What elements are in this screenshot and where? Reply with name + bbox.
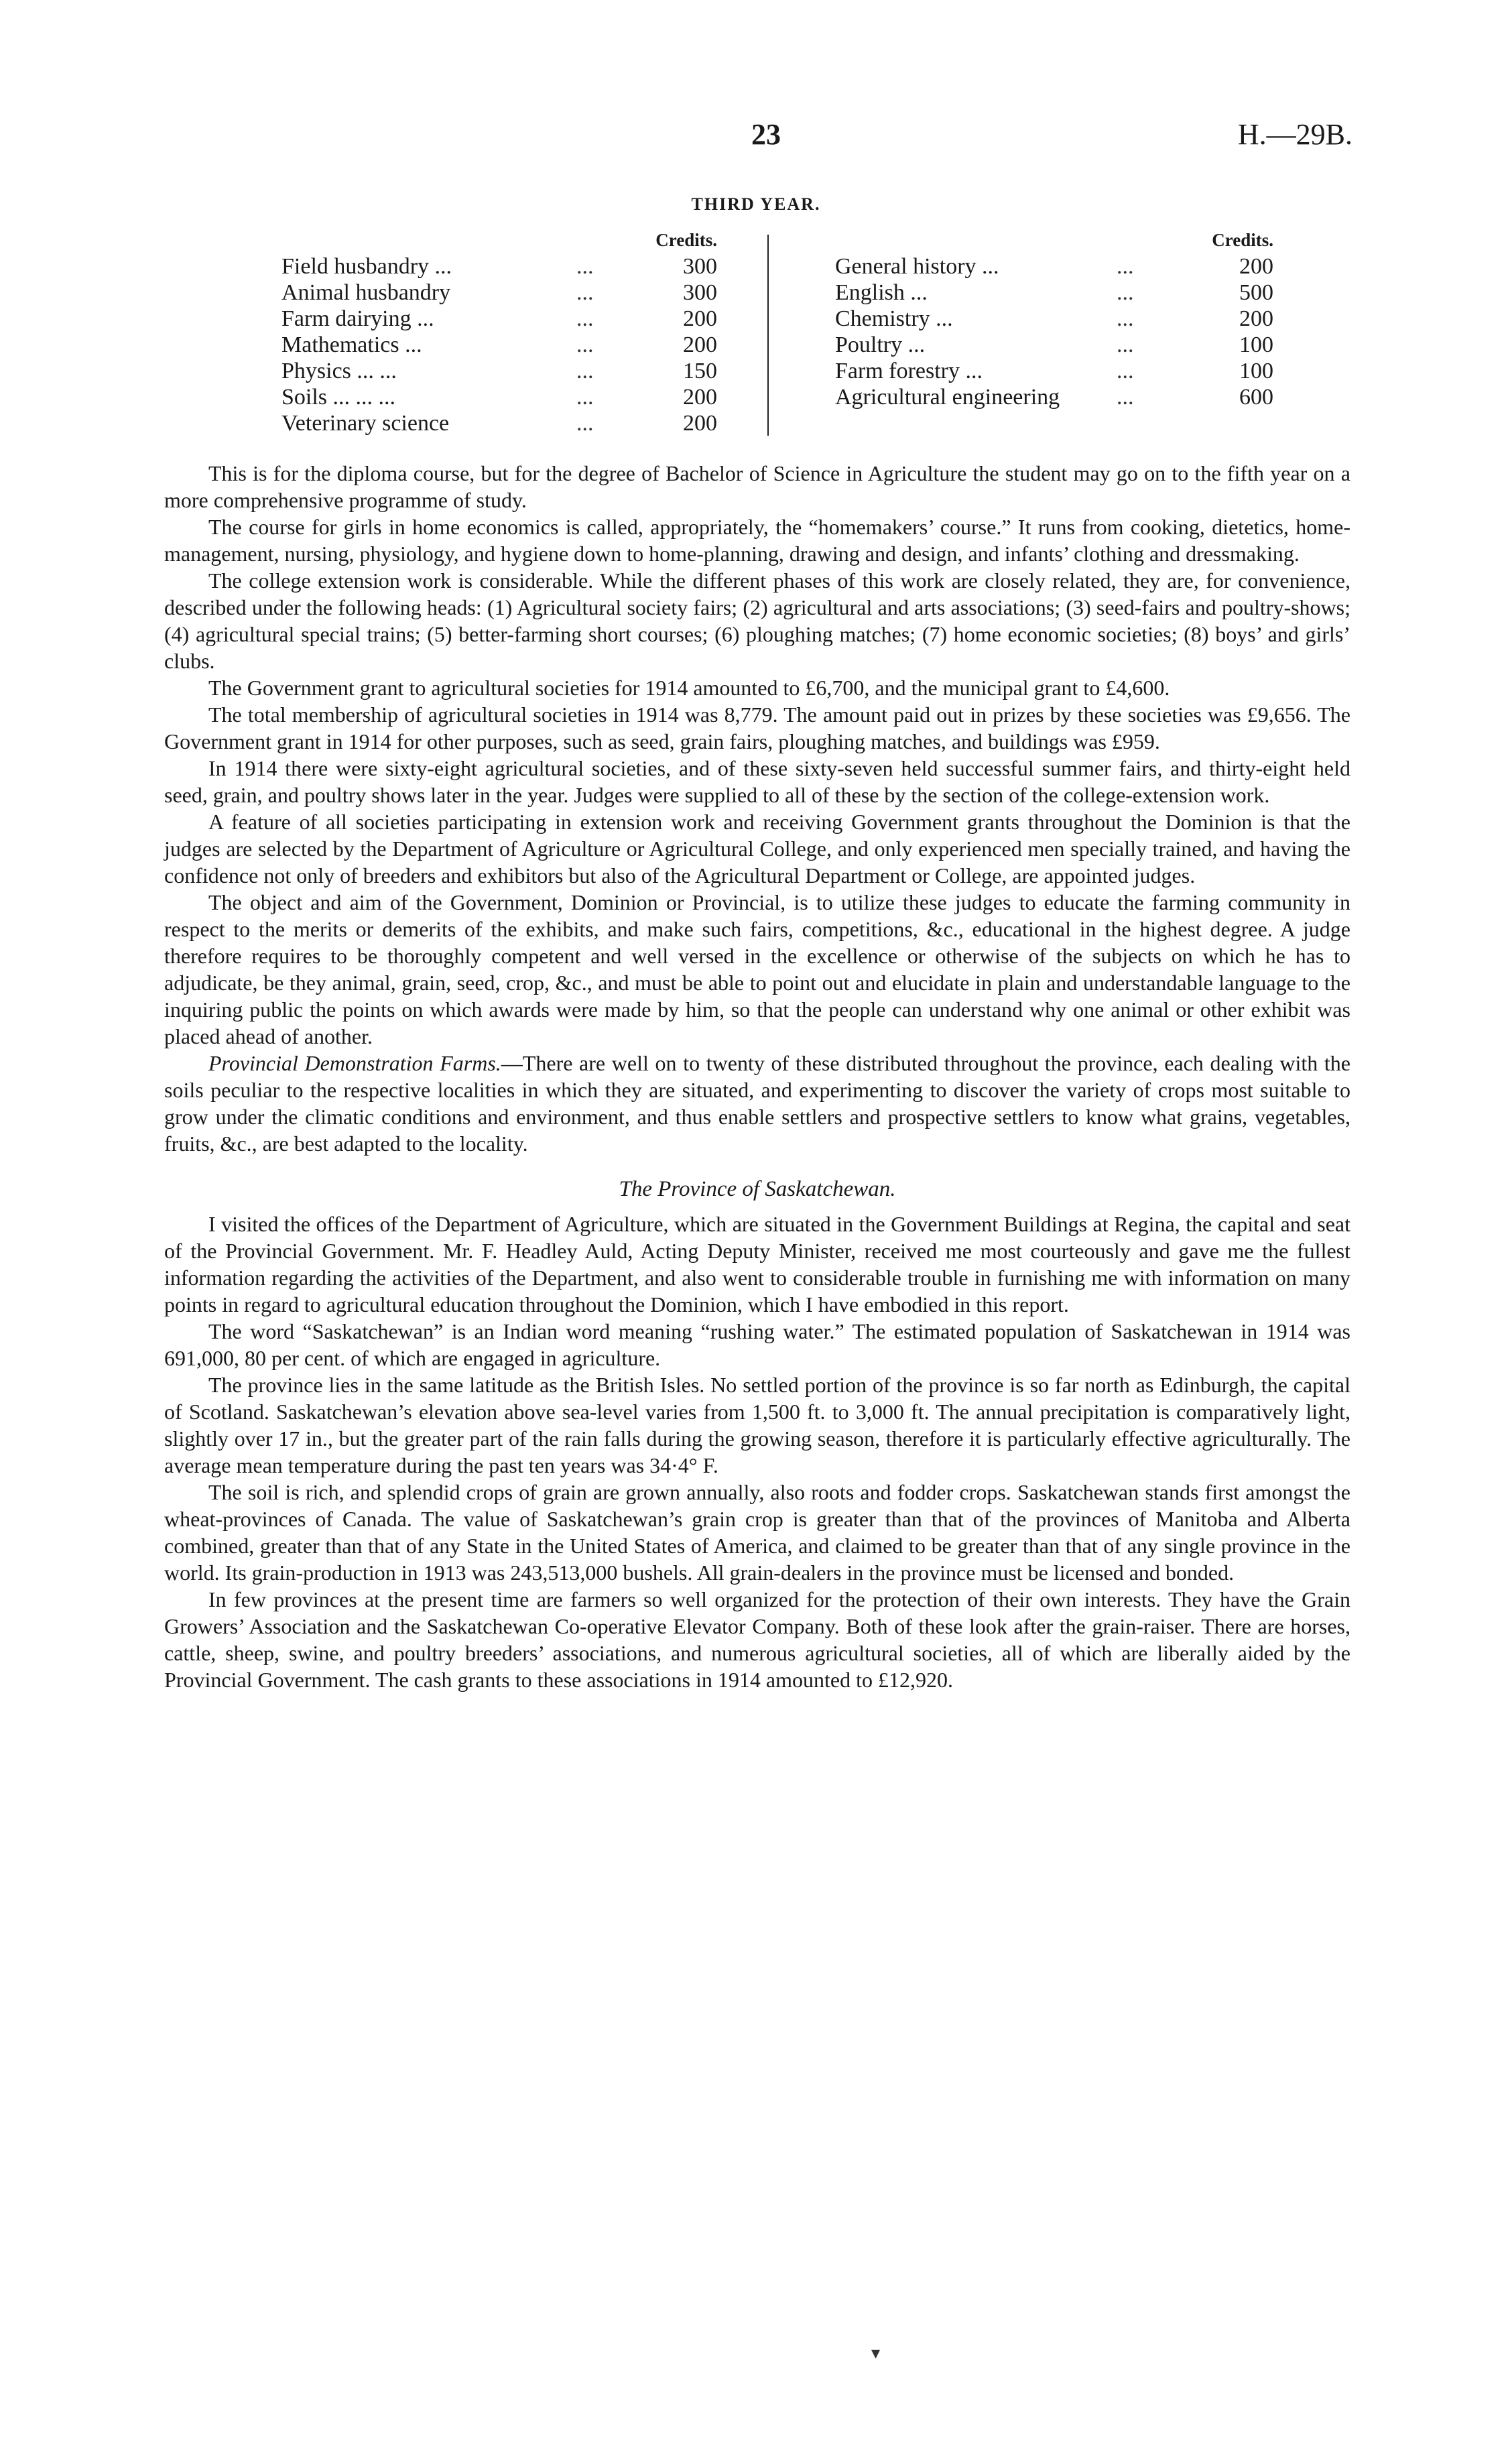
course-credits: 200 xyxy=(683,332,717,357)
leader-dots: ... xyxy=(1117,280,1134,305)
course-name: Physics ... ... xyxy=(281,359,397,383)
page-number: 23 xyxy=(751,118,781,151)
course-row xyxy=(281,306,717,332)
course-credits: 200 xyxy=(1239,306,1273,331)
leader-dots: ... xyxy=(1117,332,1134,357)
saskatchewan-heading: The Province of Saskatchewan. xyxy=(619,1177,896,1201)
leader-dots: ... xyxy=(576,280,594,305)
course-credits: 300 xyxy=(683,280,717,305)
section-heading: THIRD YEAR. xyxy=(691,194,821,214)
demonstration-farms-text: —There are well on to twenty of these distributed throughout the province, each dealing with the soils peculiar to the respective localities in which they are situated, and experimenting to discover the variety of crops most suitable to grow under the climatic conditions and environment, and thus enable settlers and prospective settlers to know what grains, vegetables, fruits, &c., are best adapted to the locality. xyxy=(164,1051,1351,1156)
course-name: Agricultural engineering xyxy=(835,385,1060,410)
course-name: General history ... xyxy=(835,254,999,279)
paragraph: The province lies in the same latitude as the British Isles. No settled portion of the province is so far north as Edinburgh, the capital of Scotland. Saskatchewan’s elevation above sea-level varies from 1,500 ft. to 3,000 ft. The annual precipitation is comparatively light, slightly over 17 in., but the greater part of the rain falls during the growing season, therefore it is particularly effective agriculturally. The average mean temperature during the past ten years was 34·4° F. xyxy=(164,1373,1350,1477)
leader-dots: ... xyxy=(576,385,594,410)
course-credits: 500 xyxy=(1239,280,1273,305)
credits-table xyxy=(281,227,1273,448)
course-name: Farm forestry ... xyxy=(835,359,983,383)
paragraph: In few provinces at the present time are farmers so well organized for the protection of their own interests. They have the Grain Growers’ Association and the Saskatchewan Co-operative Elevator Company. Both of these look after the grain-raiser. There are horses, cattle, sheep, swine, and poultry breeders’ associations, and numerous agricultural societies, all of which are liberally aided by the Provincial Government. The cash grants to these associations in 1914 amounted to £12,920. xyxy=(164,1587,1350,1692)
leader-dots: ... xyxy=(1117,385,1134,410)
leader-dots: ... xyxy=(576,359,594,383)
footer-mark: ▾ xyxy=(871,2343,881,2363)
column-divider xyxy=(767,235,769,436)
leader-dots: ... xyxy=(576,306,594,331)
course-name: Animal husbandry xyxy=(281,280,451,305)
course-row xyxy=(281,332,717,358)
paragraph: In 1914 there were sixty-eight agricultural societies, and of these sixty-seven held successful summer fairs, and thirty-eight held seed, grain, and poultry shows later in the year. Judges were supplied to all of these by the section of the college-extension work. xyxy=(164,756,1350,807)
paragraph: The soil is rich, and splendid crops of grain are grown annually, also roots and fodder crops. Saskatchewan stands first amongst the wheat-provinces of Canada. The value of Saskatchewan’s grain crop is greater than that of the provinces of Manitoba and Alberta combined, greater than that of any State in the United States of America, and claimed to be greater than that of any single province in the world. Its grain-production in 1913 was 243,513,000 bushels. All grain-dealers in the province must be licensed and bonded. xyxy=(164,1480,1350,1585)
demonstration-farms-title: Provincial Demonstration Farms. xyxy=(208,1051,501,1075)
leader-dots: ... xyxy=(1117,254,1134,279)
credits-header: Credits. xyxy=(1212,230,1273,250)
course-credits: 200 xyxy=(683,411,717,436)
leader-dots: ... xyxy=(576,411,594,436)
paragraph: I visited the offices of the Department of Agriculture, which are situated in the Government Buildings at Regina, the capital and seat of the Provincial Government. Mr. F. Headley Auld, Acting Deputy Minister, received me most courteously and gave me the fullest information regarding the activities of the Department, and also went to considerable trouble in furnishing me with information on many points in regard to agricultural education throughout the Dominion, which I have embodied in this report. xyxy=(164,1212,1350,1316)
course-credits: 200 xyxy=(683,306,717,331)
leader-dots: ... xyxy=(1117,306,1134,331)
course-row xyxy=(281,410,717,436)
paragraph: The object and aim of the Government, Dominion or Provincial, is to utilize these judges to educate the farming community in respect to the merits or demerits of the exhibits, and make such fairs, competitions, &c., educational in the highest degree. A judge therefore requires to be thoroughly competent and well versed in the excellence or otherwise of the subjects on which he has to adjudicate, be they animal, grain, seed, crop, &c., and must be able to point out and elucidate in plain and understandable language to the inquiring public the points on which awards were made by him, so that the people can understand why one animal or other exhibit was placed ahead of another. xyxy=(164,890,1350,1048)
course-name: Chemistry ... xyxy=(835,306,953,331)
course-row xyxy=(835,332,1273,358)
course-row xyxy=(281,253,717,280)
course-row xyxy=(835,253,1273,280)
course-credits: 100 xyxy=(1239,359,1273,383)
course-credits: 600 xyxy=(1239,385,1273,410)
course-credits: 100 xyxy=(1239,332,1273,357)
course-credits: 150 xyxy=(683,359,717,383)
course-row xyxy=(281,358,717,384)
course-name: Mathematics ... xyxy=(281,332,422,357)
body-text xyxy=(164,460,1350,1693)
course-name: Soils ... ... ... xyxy=(281,385,396,410)
leader-dots: ... xyxy=(576,254,594,279)
course-name: Farm dairying ... xyxy=(281,306,434,331)
course-row xyxy=(281,280,717,306)
course-row xyxy=(835,306,1273,332)
course-credits: 200 xyxy=(1239,254,1273,279)
leader-dots: ... xyxy=(576,332,594,357)
course-credits: 300 xyxy=(683,254,717,279)
paragraph: The total membership of agricultural societies in 1914 was 8,779. The amount paid out in prizes by these societies was £9,656. The Government grant in 1914 for other purposes, such as seed, grain fairs, ploughing matches, and buildings was £959. xyxy=(164,702,1350,753)
course-row xyxy=(835,358,1273,384)
paragraph: The word “Saskatchewan” is an Indian word meaning “rushing water.” The estimated population of Saskatchewan in 1914 was 691,000, 80 per cent. of which are engaged in agriculture. xyxy=(164,1319,1350,1370)
paragraph: The college extension work is considerable. While the different phases of this work are closely related, they are, for convenience, described under the following heads: (1) Agricultural society fairs; (2) agricultural and arts associations; (3) seed-fairs and poultry-shows; (4) agricultural special trains; (5) better-farming short courses; (6) ploughing matches; (7) home economic societies; (8) boys’ and girls’ clubs. xyxy=(164,568,1350,673)
credits-column-left xyxy=(281,227,717,436)
report-code: H.—29B. xyxy=(1237,118,1352,151)
paragraph: The Government grant to agricultural societies for 1914 amounted to £6,700, and the municipal grant to £4,600. xyxy=(208,676,1170,700)
course-row xyxy=(281,384,717,410)
paragraph: A feature of all societies participating in extension work and receiving Government grants throughout the Dominion is that the judges are selected by the Department of Agriculture or Agricultural College, and only experienced men specially trained, and having the confidence not only of breeders and exhibitors but also of the Agricultural Department or College, are appointed judges. xyxy=(164,810,1350,887)
leader-dots: ... xyxy=(1117,359,1134,383)
page-header xyxy=(0,117,1512,158)
course-name: Veterinary science xyxy=(281,411,450,436)
course-name: Field husbandry ... xyxy=(281,254,452,279)
paragraph: This is for the diploma course, but for the degree of Bachelor of Science in Agriculture the student may go on to the fifth year on a more comprehensive programme of study. xyxy=(164,461,1350,512)
credits-column-right xyxy=(835,227,1273,410)
credits-header: Credits. xyxy=(655,230,717,250)
course-credits: 200 xyxy=(683,385,717,410)
course-row xyxy=(835,384,1273,410)
course-name: Poultry ... xyxy=(835,332,926,357)
course-row xyxy=(835,280,1273,306)
paragraph-demonstration-farms xyxy=(164,1050,1350,1157)
course-name: English ... xyxy=(835,280,928,305)
paragraph: The course for girls in home economics is called, appropriately, the “homemakers’ course.” It runs from cooking, dietetics, home-management, nursing, physiology, and hygiene down to home-planning, drawing and design, and infants’ clothing and dressmaking. xyxy=(164,515,1350,566)
